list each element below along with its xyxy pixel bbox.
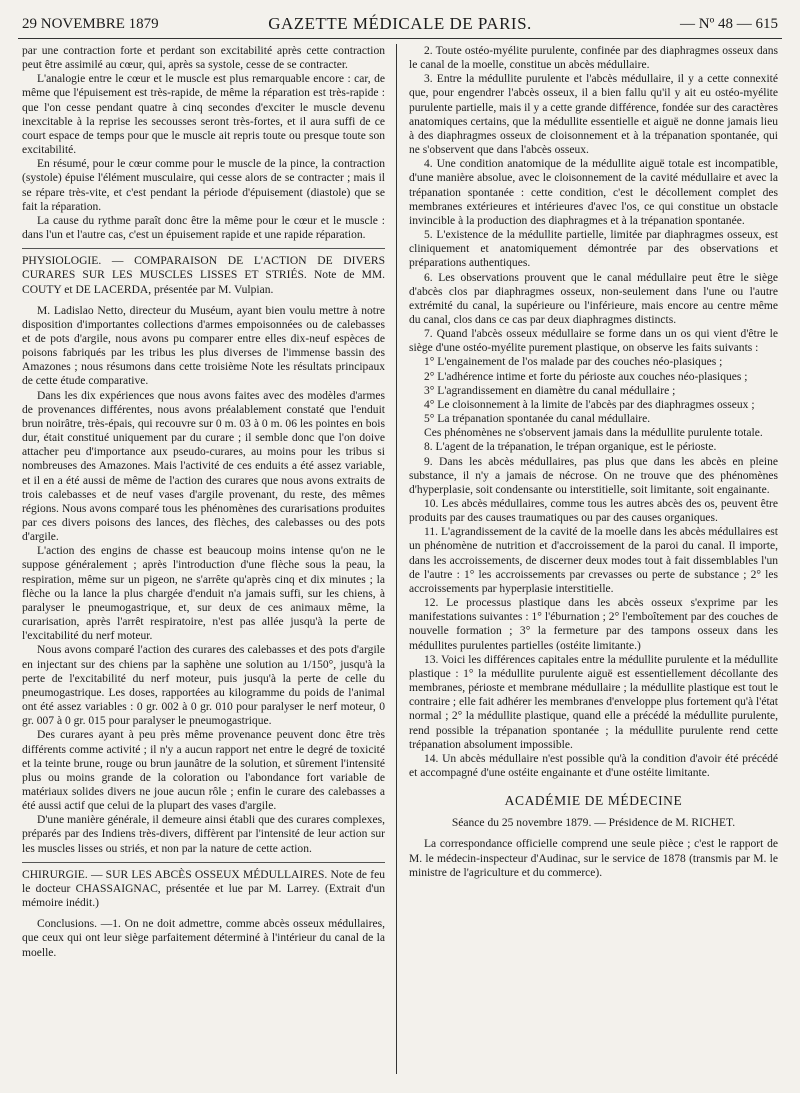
paragraph: L'analogie entre le cœur et le muscle est plus remarquable encore : car, de même que l'épuisement est très-rapide, de même la réparation est très-rapide : que l'on cesse pendant quatre à cinq secondes d'exciter le muscle devenu inexcitable à la reprise les secousses seront très-fortes, et il aura suffi de ce court espace de temps pour que le muscle ait repris toute ou presque toute son excitabilité. [22, 73, 385, 157]
spacer [22, 297, 385, 304]
header-rule [18, 38, 782, 39]
journal-title: GAZETTE MÉDICALE DE PARIS. [268, 14, 532, 33]
page-header [22, 10, 778, 34]
paragraph: D'une manière générale, il demeure ainsi établi que des curares complexes, préparés par des Indiens très-divers, diffèrent par l'intensité de leur action sur les muscles lisses ou striés, et non par la nature de cette action. [22, 814, 385, 855]
section-title: PHYSIOLOGIE. — COMPARAISON DE L'ACTION DE DIVERS CURARES SUR LES MUSCLES LISSES ET STRIÉS. [22, 255, 385, 282]
paragraph: L'action des engins de chasse est beaucoup moins intense qu'on ne le suppose généralement ; après l'introduction d'une flèche sous la peau, la respiration, même sur un pigeon, ne s'arrête qu'après cinq et dix minutes ; la flèche ou la lance la plus chargée d'enduit n'a jamais suffi, sur les chiens, à paralyser le pneumogastrique, et, sur deux de ces animaux même, la curarisation, après l'arrêt respiratoire, n'est pas allée jusqu'à la perte de l'excitabilité du nerf moteur. [22, 545, 385, 643]
conclusion-item: 10. Les abcès médullaires, comme tous les autres abcès des os, peuvent être produits par des causes traumatiques ou par des causes organiques. [409, 498, 778, 525]
conclusion-item: 5. L'existence de la médullite partielle, limitée par diaphragmes osseux, est cliniquement et anatomiquement démontrée par des observations et préparations authentiques. [409, 229, 778, 270]
paragraph: Nous avons comparé l'action des curares des calebasses et des pots d'argile en injectant sur des chiens par la saphène une solution au 1/150°, jusqu'à la perte de l'excitabilité du nerf moteur, puis jusqu'à la perte de celle du pneumogastrique. Les doses, rapportées au kilogramme du poids de l'animal ont été assez variables : 0 gr. 002 à 0 gr. 010 pour paralyser le nerf moteur, 0 gr. 007 à 0 gr. 015 pour paralyser le pneumogastrique. [22, 644, 385, 728]
conclusion-item: 14. Un abcès médullaire n'est possible qu'à la condition d'avoir été précédé et accompagné d'une ostéite engainante et d'une ostéite limitante. [409, 752, 778, 779]
section-rule [22, 862, 385, 863]
conclusion-item: 2. Toute ostéo-myélite purulente, confinée par des diaphragmes osseux dans le canal de la moelle, constitue un abcès médullaire. [409, 45, 778, 72]
conclusion-item: 6. Les observations prouvent que le canal médullaire peut être le siège d'abcès clos par diaphragmes osseux, non-seulement dans l'une ou l'autre extrémité du canal, la supérieure ou l'inférieure, mais encore au centre même du canal, clos dans ce cas par deux diaphragmes distincts. [409, 271, 778, 326]
page-number: — Nº 48 — 615 [680, 16, 778, 32]
conclusion-item: 3. Entre la médullite purulente et l'abcès médullaire, il y a cette connexité que, pour engendrer l'abcès osseux, il a bien fallu qu'il y ait eu ostéo-myélite purulente partielle, mais il y a cette grande différence, fondée sur des caractères anatomiques certains, que la médullite essentielle et aiguë ne donne jamais lieu à des diaphragmes osseux de cloisonnement et à la trépanation spontanée, qui ne s'observent que dans l'abcès osseux. [409, 73, 778, 157]
paragraph: En résumé, pour le cœur comme pour le muscle de la pince, la contraction (systole) épuise l'élément musculaire, qui cesse alors de se contracter ; mais il se répare très-vite, et c'est pendant la période d'épuisement (diastole) que se fait la réparation. [22, 158, 385, 213]
spacer [22, 910, 385, 917]
list-item: 2° L'adhérence intime et forte du périoste aux couches néo-plasiques ; [424, 370, 748, 383]
section-heading-physiologie [22, 254, 385, 296]
section-rule [22, 248, 385, 249]
conclusion-item: 9. Dans les abcès médullaires, pas plus que dans les abcès en pleine substance, il n'y a jamais de nécrose. On ne trouve que des phénomènes d'hyperplasie, soit condensante ou interstitielle, soit limitante, soit engainante. [409, 455, 778, 496]
section-heading-chirurgie [22, 868, 385, 910]
section-byline: Note de feu le docteur CHASSAIGNAC, présentée et lue par M. Larrey. (Extrait d'un mémoire inédit.) [22, 868, 385, 910]
paragraph: Conclusions. —1. On ne doit admettre, comme abcès osseux médullaires, que ceux qui ont leur siège parfaitement déterminé à l'intérieur du canal de la moelle. [22, 918, 385, 959]
paragraph: La correspondance officielle comprend une seule pièce ; c'est le rapport de M. le médecin-inspecteur d'Audinac, sur le service de 1878 (transmis par M. le ministre de l'agriculture et du commerce). [409, 838, 778, 879]
conclusion-item: 13. Voici les différences capitales entre la médullite purulente et la médullite plastique : 1° la médullite purulente aiguë est essentiellement décollante des membranes, périoste et membrane médullaire ; la médullite plastique est tout le contraire ; elle fait adhérer les membranes d'enveloppe plus fortement qu'à l'état normal ; 2° la médullite plastique, quand elle a précédé la médullite purulente, rend possible la trépanation spontanée ; la médullite purulente rend cette trépanation absolument impossible. [409, 653, 778, 751]
list-item: 3° L'agrandissement en diamètre du canal médullaire ; [424, 384, 676, 397]
list-item: 1° L'engainement de l'os malade par des couches néo-plasiques ; [424, 356, 723, 369]
left-column [22, 44, 385, 1084]
conclusion-item: 11. L'agrandissement de la cavité de la moelle dans les abcès médullaires est un phénomène de nutrition et d'accroissement de la paroi du canal. Il importe, dans les accroissements, de discerner deux modes tout à fait dissemblables l'un de l'autre : 1° les accroissements par crevasses ou perte de substance ; 2° les accroissements par hyperplasie interstitielle. [409, 526, 778, 595]
spacer [409, 830, 778, 837]
column-divider [396, 44, 397, 1074]
conclusion-item: 4. Une condition anatomique de la médullite aiguë totale est incompatible, d'une manière absolue, avec le cloisonnement de la cavité médullaire et avec la trépanation spontanée : cette condition, c'est le décollement complet des membranes extérieures et intérieures d'avec l'os, ce qui constitue un obstacle invincible à la production des diaphragmes et à la trépanation spontanée. [409, 158, 778, 227]
paragraph: La cause du rythme paraît donc être la même pour le cœur et le muscle : dans l'un et l'autre cas, c'est un épuisement rapide et une rapide réparation. [22, 214, 385, 242]
conclusion-item: 8. L'agent de la trépanation, le trépan organique, est le périoste. [424, 441, 717, 454]
paragraph: M. Ladislao Netto, directeur du Muséum, ayant bien voulu mettre à notre disposition d'importantes collections d'armes empoisonnées ou de calebasses et de pots d'argile, nous avons pu comparer entre elles dix-neuf espèces de poisons fabriqués par les tribus les plus diverses de l'immense bassin des Amazones ; nous résumons dans cette troisième Note les résultats principaux de cette étude comparative. [22, 304, 385, 388]
conclusion-item: 7. Quand l'abcès osseux médullaire se forme dans un os qui vient d'être le siège d'une ostéo-myélite purement plastique, on observe les faits suivants : [409, 328, 778, 355]
academy-heading: ACADÉMIE DE MÉDECINE [504, 793, 683, 809]
conclusion-item: 12. Le processus plastique dans les abcès osseux s'exprime par les manifestations suivantes : 1° l'éburnation ; 2° l'emboîtement par des couches de nouvelle formation ; 3° la fermeture par des tampons osseux dans les médullites purulentes partielles (ostéite limitante.) [409, 597, 778, 652]
section-byline: Note de MM. COUTY et DE LACERDA, présentée par M. Vulpian. [22, 269, 385, 296]
academy-session: Séance du 25 novembre 1879. — Présidence de M. RICHET. [451, 817, 736, 830]
section-title: CHIRURGIE. — SUR LES ABCÈS OSSEUX MÉDULLAIRES. [22, 868, 328, 881]
paragraph: Des curares ayant à peu près même provenance peuvent donc être très différents comme activité ; il n'y a aucun rapport net entre le degré de toxicité et la teinte brune, rouge ou brun jaunâtre de la solution, et sûrement l'intensité plus ou moins grande de la coloration ou l'abondance fort variable de matériaux solides divers ne joue aucun rôle ; enfin le curare des calebasses a été aussi actif que celui de la plupart des vases d'argile. [22, 729, 385, 813]
paragraph: Dans les dix expériences que nous avons faites avec des modèles d'armes de provenances différentes, nous avons préalablement constaté que l'enduit brun noirâtre, très-épais, qui recouvre sur 0 m. 03 à 0 m. 06 les pointes en bois dur, était constitué uniquement par du curare ; il semble donc que l'on doive attacher peu d'importance aux pseudo-curares, au moins pour les tribus si nombreuses des Amazones. Mais l'activité de ces enduits a été assez variable, et il en a été aussi de même de l'action des curares que nous avons extraits de trois calebasses et de neuf vases d'argile provenant, du reste, des mêmes régions. Nous avons comparé tous les phénomènes des curarisations produites par ces divers poisons des lances, des flèches, des calebasses ou des pots d'argile. [22, 389, 385, 544]
right-column [409, 44, 778, 1084]
list-item: 5° La trépanation spontanée du canal médullaire. [424, 413, 651, 426]
list-item: 4° Le cloisonnement à la limite de l'abcès par des diaphragmes osseux ; [424, 398, 755, 411]
paragraph: par une contraction forte et perdant son excitabilité après cette contraction peut être assimilé au cœur, qui, après sa systole, cesse de se contracter. [22, 45, 385, 72]
issue-date: 29 NOVEMBRE 1879 [22, 16, 159, 32]
paragraph: Ces phénomènes ne s'observent jamais dans la médullite purulente totale. [424, 427, 763, 440]
